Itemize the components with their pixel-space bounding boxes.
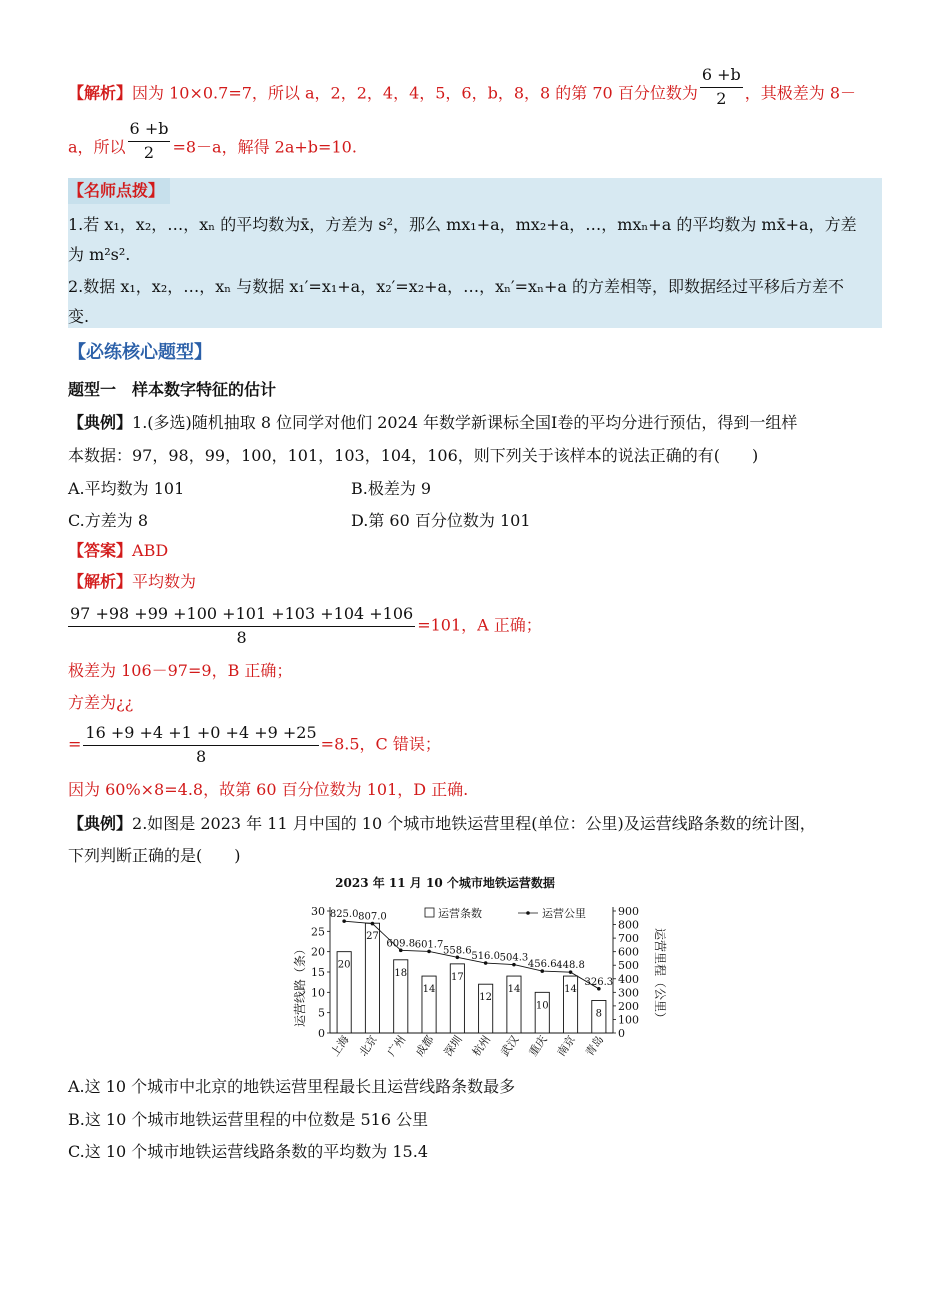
bar [535,992,549,1033]
mileage-value-label: 448.8 [556,960,585,972]
mileage-value-label: 456.6 [527,959,557,971]
mean-fraction [68,603,415,649]
fraction-6-plus-b-2 [128,118,171,164]
example1-analysis-intro [68,571,196,593]
section-title: 【必练核心题型】 [68,342,212,363]
analysis-text-1b: ，其极差为 8－ [744,83,857,103]
section-subtitle: 题型一 样本数字特征的估计 [68,380,277,399]
bar-value-label: 20 [337,959,351,971]
right-tick-label: 200 [618,999,639,1013]
category-label: 北京 [356,1033,380,1059]
mileage-value-label: 558.6 [443,945,472,957]
left-axis-title: 运营线路（条） [293,942,307,1028]
mean-formula [68,603,542,649]
analysis-intro-text: 平均数为 [132,572,197,591]
mileage-value-label: 516.0 [471,951,500,963]
variance-intro: 方差为¿¿ [68,693,134,712]
right-tick-label: 500 [618,959,639,973]
example2-option-b: B.这 10 个城市地铁运营里程的中位数是 516 公里 [68,1110,429,1129]
variance-result: =8.5，C 错误； [320,734,441,754]
bar-value-label: 18 [394,967,408,979]
example1-option-c: C.方差为 8 [68,511,149,530]
tip-1-line-1: 1.若 x₁，x₂，…，xₙ 的平均数为x̄，方差为 s²，那么 mx₁+a，mx₂+a，…，mxₙ+a 的平均数为 mx̄+a，方差 [68,215,857,234]
metro-chart [220,873,670,1063]
analysis-tag: 【解析】 [68,572,133,591]
category-label: 上海 [328,1033,352,1059]
chart-title: 2023 年 11 月 10 个城市地铁运营数据 [335,876,555,890]
category-label: 南京 [554,1033,579,1059]
example1-option-b: B.极差为 9 [351,479,432,498]
category-label: 重庆 [526,1033,550,1059]
answer-value: ABD [132,541,169,560]
answer-tag: 【答案】 [68,541,133,560]
analysis-text-1: 因为 10×0.7=7，所以 a，2，2，4，4，5，6，b，8，8 的第 70 百分位数为 [132,83,698,103]
metro-chart-svg [220,873,670,1063]
legend-bar-swatch [425,908,434,917]
example1-line-1 [68,412,797,434]
right-tick-label: 800 [618,918,639,932]
example2-line-2: 下列判断正确的是( ) [68,846,241,865]
mean-denominator: 8 [236,628,247,647]
left-tick-label: 30 [311,905,325,918]
category-label: 广州 [384,1033,409,1059]
tip-2-line-2: 变. [68,307,90,326]
example1-line-2: 本数据：97，98，99，100，101，103，104，106，则下列关于该样本的说法正确的有( ) [68,446,759,465]
variance-denominator: 8 [195,747,207,766]
teacher-tip-title: 【名师点拨】 [68,178,170,204]
fraction-numerator: 6 +b [700,64,743,88]
example1-option-d: D.第 60 百分位数为 101 [351,511,531,530]
bar-value-label: 14 [507,984,521,996]
bar-value-label: 12 [479,992,493,1004]
example1-text-1: 1.(多选)随机抽取 8 位同学对他们 2024 年数学新课标全国Ⅰ卷的平均分进行预估，得到一组样 [132,413,798,432]
left-tick-label: 25 [311,925,325,939]
mileage-value-label: 504.3 [499,952,529,964]
mean-numerator: 97 +98 +99 +100 +101 +103 +104 +106 [68,603,415,627]
bar-value-label: 10 [535,1000,549,1012]
fraction-6-plus-b [700,64,743,110]
example2-text-1: 2.如图是 2023 年 11 月中国的 10 个城市地铁运营里程(单位：公里)及运营线路条数的统计图， [132,814,816,833]
left-tick-label: 10 [311,986,325,1000]
left-tick-label: 5 [318,1006,325,1020]
example2-option-c: C.这 10 个城市地铁运营线路条数的平均数为 15.4 [68,1142,429,1161]
variance-equals: = [68,734,82,754]
example1-tag: 【典例】 [68,413,133,432]
category-label: 成都 [413,1033,437,1059]
category-label: 武汉 [498,1033,522,1059]
analysis-text-2: a，所以 [68,137,126,157]
bar-value-label: 17 [450,971,464,983]
right-tick-label: 300 [618,986,639,1000]
right-tick-label: 0 [618,1027,625,1040]
fraction-numerator: 6 +b [128,118,171,142]
variance-formula [68,722,441,768]
legend-bar-label: 运营条数 [438,907,482,920]
example1-answer-line [68,540,168,562]
category-label: 深圳 [441,1033,465,1059]
analysis-line-1 [68,65,857,110]
left-tick-label: 15 [311,966,325,979]
right-axis-title: 运营里程（公里） [653,927,667,1025]
tip-1-line-2: 为 m²s². [68,245,131,264]
mileage-value-label: 825.0 [329,909,359,921]
analysis-text-2b: =8－a，解得 2a+b=10. [172,137,357,157]
variance-numerator: 16 +9 +4 +1 +0 +4 +9 +25 [83,722,318,746]
legend-line-label: 运营公里 [542,907,586,920]
variance-fraction [83,722,318,768]
bar-value-label: 8 [595,1008,603,1020]
left-tick-label: 0 [318,1027,325,1040]
teacher-tip-box [68,178,882,328]
mileage-value-label: 609.8 [386,938,416,950]
example2-option-a: A.这 10 个城市中北京的地铁运营里程最长且运营线路条数最多 [68,1077,516,1096]
bar-value-label: 14 [564,984,577,996]
example1-option-a: A.平均数为 101 [68,479,185,498]
example2-tag: 【典例】 [68,814,133,833]
bar-value-label: 27 [366,931,379,943]
analysis-tag: 【解析】 [68,83,133,103]
fraction-denominator: 2 [143,143,155,162]
mean-result: =101，A 正确； [417,615,542,635]
tip-2-line-1: 2.数据 x₁，x₂，…，xₙ 与数据 x₁′=x₁+a，x₂′=x₂+a，…，xₙ′=xₙ+a 的方差相等，即数据经过平移后方差不 [68,277,845,296]
example2-line-1 [68,813,816,835]
left-tick-label: 20 [311,945,325,959]
right-tick-label: 100 [618,1013,639,1027]
mileage-value-label: 807.0 [358,911,387,923]
mileage-value-label: 326.3 [584,976,614,988]
right-tick-label: 400 [618,972,639,986]
legend-line-marker [526,911,530,915]
right-tick-label: 700 [618,932,639,946]
category-label: 杭州 [469,1033,494,1059]
mileage-value-label: 601.7 [414,939,444,951]
fraction-denominator: 2 [716,89,727,108]
right-tick-label: 900 [618,905,639,918]
right-tick-label: 600 [618,945,639,959]
bar-value-label: 14 [422,984,436,996]
range-line: 极差为 106－97=9，B 正确； [68,661,293,680]
category-label: 青岛 [583,1033,607,1059]
analysis-line-2 [68,119,357,164]
percentile-line: 因为 60%×8=4.8，故第 60 百分位数为 101，D 正确. [68,780,469,799]
